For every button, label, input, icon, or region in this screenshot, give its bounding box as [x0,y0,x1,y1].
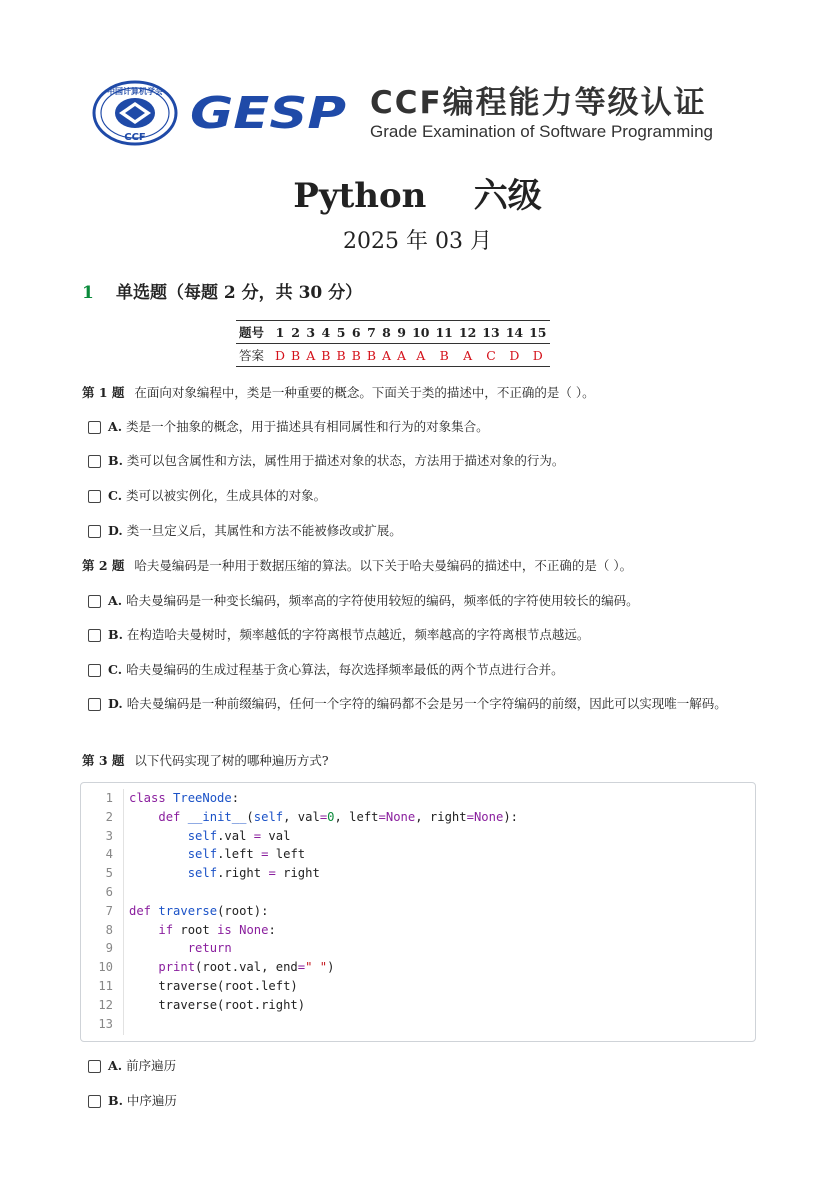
answer-table [236,320,550,367]
q1-option-c[interactable] [88,486,748,505]
q2-option-d[interactable] [88,694,734,713]
answer-cell: C [479,344,502,367]
answer-cell: B [288,344,303,367]
line-number: 12 [98,997,113,1012]
answer-cell: B [349,344,364,367]
option-letter: B. [108,627,123,642]
option-letter: A. [108,1058,123,1073]
question-number-cell: 13 [479,321,502,344]
answer-cell: A [303,344,318,367]
section-heading [82,278,362,303]
exam-date: 2025 年 03 月 [343,229,492,254]
option-letter: B. [108,1093,123,1108]
code-line: self.left = left [187,847,306,862]
q3-option-b[interactable] [88,1091,748,1110]
option-letter: D. [108,696,123,711]
option-text: 哈夫曼编码是一种前缀编码，任何一个字符的编码都不会是另一个字符编码的前缀，因此可以实现唯一解码。 [126,696,727,711]
checkbox[interactable] [88,664,101,677]
question-number-cell: 8 [379,321,394,344]
answer-row-label: 答案 [236,344,272,367]
option-text: 前序遍历 [126,1058,177,1073]
answer-cell: B [364,344,379,367]
answer-cell: A [409,344,432,367]
answer-cell: A [456,344,479,367]
svg-text:GESP: GESP [190,88,346,136]
question-2 [82,556,632,574]
checkbox[interactable] [88,629,101,642]
brand-subtitle: Grade Examination of Software Programming [370,122,713,141]
line-number: 9 [105,941,113,956]
checkbox[interactable] [88,1060,101,1073]
line-number: 13 [98,1016,113,1031]
brand-block [370,86,713,142]
checkbox[interactable] [88,595,101,608]
question-number-cell: 9 [394,321,409,344]
option-text: 在构造哈夫曼树时，频率越低的字符离根节点越近，频率越高的字符离根节点越远。 [126,627,590,642]
line-number: 6 [105,885,113,899]
seal-top-text: 中国计算机学会 [107,87,163,96]
checkbox[interactable] [88,455,101,468]
answer-cell: B [333,344,348,367]
section-number: 1 [82,283,94,303]
question-number-cell: 12 [456,321,479,344]
answer-cell: D [526,344,549,367]
option-letter: B. [108,453,123,468]
code-line: def traverse(root): [129,903,269,918]
answer-cell: B [318,344,333,367]
question-text: 哈夫曼编码是一种用于数据压缩的算法。以下关于哈夫曼编码的描述中，不正确的是（ ）。 [134,558,633,573]
question-number-cell: 3 [303,321,318,344]
question-3 [82,751,329,769]
line-number: 2 [105,809,113,824]
option-text: 类一旦定义后，其属性和方法不能被修改或扩展。 [126,523,402,538]
option-letter: D. [108,523,123,538]
q2-option-c[interactable] [88,660,748,679]
answer-table-answer-row [236,344,550,367]
answer-cell: B [432,344,455,367]
line-number: 10 [98,960,113,975]
question-number: 第 3 题 [82,753,125,768]
q3-option-a[interactable] [88,1056,748,1075]
checkbox[interactable] [88,698,101,711]
ccf-seal-logo [92,80,178,146]
question-number-cell: 4 [318,321,333,344]
question-number-cell: 7 [364,321,379,344]
checkbox[interactable] [88,1095,101,1108]
line-number: 3 [105,828,113,843]
option-text: 类可以包含属性和方法，属性用于描述对象的状态，方法用于描述对象的行为。 [126,453,565,468]
question-number: 第 1 题 [82,385,125,400]
q1-option-a[interactable] [88,417,748,436]
answer-cell: D [272,344,288,367]
header [92,80,752,146]
option-text: 类是一个抽象的概念，用于描述具有相同属性和行为的对象集合。 [126,419,489,434]
line-number: 11 [98,979,113,993]
code-line: return [187,941,232,956]
line-number-gutter [81,789,124,1035]
option-letter: C. [108,488,123,503]
line-number: 4 [105,847,113,862]
answer-cell: D [503,344,526,367]
question-number-cell: 1 [272,321,288,344]
option-text: 哈夫曼编码的生成过程基于贪心算法，每次选择频率最低的两个节点进行合并。 [126,662,564,677]
question-number-cell: 15 [526,321,549,344]
answer-cell: A [394,344,409,367]
option-letter: A. [108,593,123,608]
question-number: 第 2 题 [82,558,125,573]
q1-option-b[interactable] [88,451,748,470]
page-title: Python 六级 [293,176,542,216]
code-line: class TreeNode: [129,791,240,805]
question-number-cell: 14 [503,321,526,344]
code-line: if root is None: [158,922,276,937]
question-text: 以下代码实现了树的哪种遍历方式? [134,753,329,768]
number-row-label: 题号 [236,321,272,344]
answer-table-number-row [236,321,550,344]
line-number: 1 [105,791,113,805]
brand-title: CCF编程能力等级认证 [370,85,707,121]
question-number-cell: 6 [349,321,364,344]
option-letter: C. [108,662,123,677]
section-title: 单选题（每题 2 分，共 30 分） [116,283,363,303]
question-1 [82,383,595,401]
line-number: 5 [105,866,113,881]
code-line: traverse(root.right) [129,997,306,1012]
question-number-cell: 10 [409,321,432,344]
q2-option-b[interactable] [88,625,748,644]
checkbox[interactable] [88,525,101,538]
question-number-cell: 5 [333,321,348,344]
question-number-cell: 11 [432,321,455,344]
checkbox[interactable] [88,421,101,434]
code-line: self.right = right [187,866,320,881]
checkbox[interactable] [88,490,101,503]
option-text: 哈夫曼编码是一种变长编码，频率高的字符使用较短的编码，频率低的字符使用较长的编码。 [126,593,639,608]
line-number: 8 [105,922,113,937]
question-number-cell: 2 [288,321,303,344]
question-text: 在面向对象编程中，类是一种重要的概念。下面关于类的描述中，不正确的是（ ）。 [134,385,595,400]
code-block [80,782,756,1042]
line-number: 7 [105,903,113,918]
code-line: print(root.val, end=" ") [158,960,335,975]
option-letter: A. [108,419,123,434]
code-line: traverse(root.left) [129,979,298,993]
option-text: 中序遍历 [126,1093,177,1108]
answer-cell: A [379,344,394,367]
q2-option-a[interactable] [88,591,748,610]
code-line: def __init__(self, val=0, left=None, right=None): [158,809,518,824]
q1-option-d[interactable] [88,521,748,540]
option-text: 类可以被实例化，生成具体的对象。 [126,488,327,503]
gesp-logo [190,88,350,136]
code-line: self.val = val [187,828,291,843]
seal-bottom-text: CCF [124,132,146,143]
